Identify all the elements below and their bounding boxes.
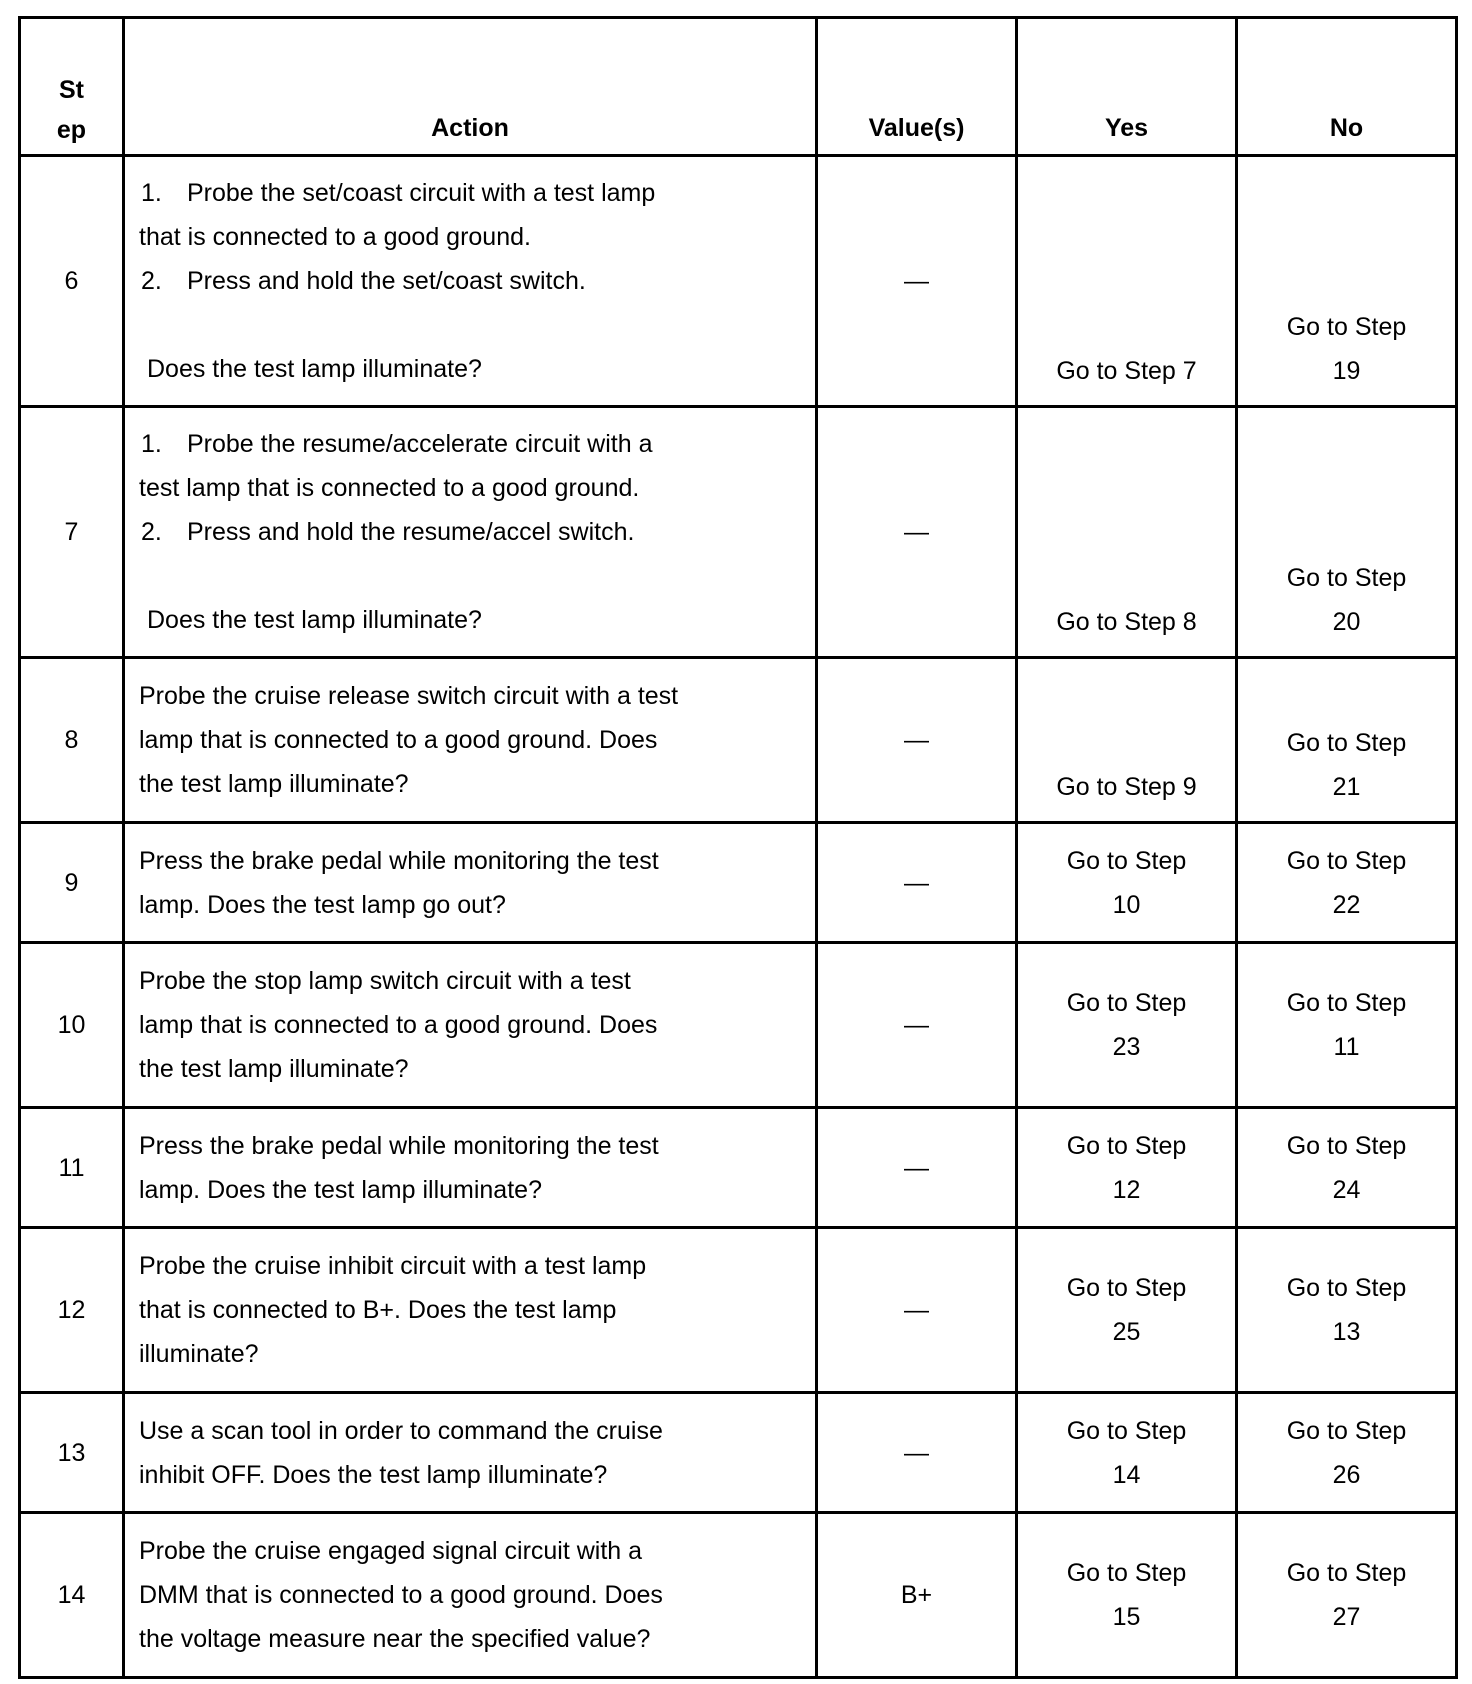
table-row (20, 1108, 1457, 1228)
action-line: the voltage measure near the specified value? (139, 1625, 651, 1653)
value-cell: — (817, 943, 1017, 1108)
yes-line: Go to Step 9 (1056, 773, 1197, 801)
no-line: Go to Step (1286, 1131, 1407, 1160)
no-line: 26 (1332, 1460, 1361, 1489)
no-cell (1237, 407, 1457, 658)
action-line: Press the brake pedal while monitoring the test (139, 1131, 659, 1160)
no-line: Go to Step (1286, 846, 1407, 875)
action-cell (124, 1108, 817, 1228)
table-row (20, 943, 1457, 1108)
step-cell: 13 (20, 1393, 124, 1513)
header-step-line2: ep (56, 116, 87, 144)
yes-line: 12 (1112, 1175, 1141, 1204)
action-cell (124, 658, 817, 823)
yes-cell (1017, 407, 1237, 658)
no-line: 19 (1332, 357, 1361, 385)
action-line: lamp that is connected to a good ground. Does (139, 1011, 658, 1039)
no-line: 27 (1332, 1603, 1361, 1631)
value-cell: — (817, 658, 1017, 823)
action-line: the test lamp illuminate? (139, 770, 409, 798)
yes-line: Go to Step (1066, 989, 1187, 1017)
action-line: lamp. Does the test lamp illuminate? (139, 1175, 542, 1204)
step-cell: 8 (20, 658, 124, 823)
action-line: Probe the cruise engaged signal circuit with a (139, 1537, 643, 1565)
yes-line: Go to Step (1066, 1416, 1187, 1445)
action-cell (124, 823, 817, 943)
header-action: Action (124, 18, 817, 156)
yes-line: Go to Step 7 (1056, 357, 1197, 385)
action-line: inhibit OFF. Does the test lamp illuminate? (139, 1460, 608, 1489)
action-line: 2. Press and hold the resume/accel switch. (141, 518, 635, 546)
no-line: 20 (1332, 608, 1361, 636)
no-line: Go to Step (1286, 1559, 1407, 1587)
value-cell: — (817, 823, 1017, 943)
action-line: DMM that is connected to a good ground. Does (139, 1581, 663, 1609)
action-line: Probe the cruise inhibit circuit with a test lamp (139, 1252, 647, 1280)
table-row (20, 1228, 1457, 1393)
no-cell (1237, 1108, 1457, 1228)
action-cell (124, 1228, 817, 1393)
action-cell (124, 407, 817, 658)
table-row (20, 1513, 1457, 1678)
yes-cell (1017, 823, 1237, 943)
action-line: Probe the stop lamp switch circuit with a test (139, 967, 631, 995)
no-line: 22 (1332, 890, 1361, 919)
action-cell (124, 1513, 817, 1678)
no-line: Go to Step (1286, 1274, 1407, 1302)
no-line: 13 (1332, 1318, 1361, 1346)
header-no: No (1237, 18, 1457, 156)
no-line: Go to Step (1286, 989, 1407, 1017)
header-step (20, 18, 124, 156)
action-question: Does the test lamp illuminate? (147, 355, 482, 383)
action-cell (124, 943, 817, 1108)
step-cell: 11 (20, 1108, 124, 1228)
no-cell (1237, 1228, 1457, 1393)
action-line: lamp. Does the test lamp go out? (139, 890, 506, 919)
yes-cell (1017, 156, 1237, 407)
step-cell: 14 (20, 1513, 124, 1678)
step-cell: 9 (20, 823, 124, 943)
step-cell: 6 (20, 156, 124, 407)
action-line: 2. Press and hold the set/coast switch. (141, 267, 586, 295)
yes-cell (1017, 1228, 1237, 1393)
no-cell (1237, 823, 1457, 943)
value-cell: — (817, 156, 1017, 407)
value-cell: — (817, 1228, 1017, 1393)
step-cell: 12 (20, 1228, 124, 1393)
yes-cell (1017, 943, 1237, 1108)
no-line: Go to Step (1286, 564, 1407, 592)
action-line: 1. Probe the resume/accelerate circuit with a (141, 430, 653, 458)
action-line: illuminate? (139, 1340, 259, 1368)
no-line: Go to Step (1286, 313, 1407, 341)
no-line: 11 (1333, 1033, 1360, 1061)
yes-line: Go to Step (1066, 846, 1187, 875)
yes-line: 25 (1112, 1318, 1141, 1346)
table-row (20, 1393, 1457, 1513)
action-line: Use a scan tool in order to command the cruise (139, 1416, 663, 1445)
action-cell (124, 156, 817, 407)
yes-line: Go to Step 8 (1056, 608, 1197, 636)
header-yes: Yes (1017, 18, 1237, 156)
header-step-line1: St (59, 76, 84, 104)
action-line: 1. Probe the set/coast circuit with a test lamp (141, 179, 656, 207)
no-cell (1237, 156, 1457, 407)
yes-cell (1017, 1108, 1237, 1228)
no-line: Go to Step (1286, 729, 1407, 757)
yes-cell (1017, 1513, 1237, 1678)
value-cell: — (817, 1393, 1017, 1513)
yes-line: Go to Step (1066, 1274, 1187, 1302)
table-row (20, 156, 1457, 407)
value-cell: — (817, 1108, 1017, 1228)
diagnostic-table (18, 16, 1458, 1679)
no-cell (1237, 1513, 1457, 1678)
action-line: that is connected to B+. Does the test lamp (139, 1296, 617, 1324)
yes-line: Go to Step (1066, 1131, 1187, 1160)
action-line: test lamp that is connected to a good ground. (139, 474, 640, 502)
yes-cell (1017, 1393, 1237, 1513)
action-question: Does the test lamp illuminate? (147, 606, 482, 634)
table-row (20, 823, 1457, 943)
value-cell: — (817, 407, 1017, 658)
no-cell (1237, 658, 1457, 823)
no-line: Go to Step (1286, 1416, 1407, 1445)
action-line: Press the brake pedal while monitoring the test (139, 846, 659, 875)
action-cell (124, 1393, 817, 1513)
action-line: that is connected to a good ground. (139, 223, 531, 251)
no-cell (1237, 943, 1457, 1108)
table-row (20, 658, 1457, 823)
action-line: lamp that is connected to a good ground. Does (139, 726, 658, 754)
step-cell: 7 (20, 407, 124, 658)
yes-line: 14 (1112, 1460, 1141, 1489)
yes-cell (1017, 658, 1237, 823)
action-line: Probe the cruise release switch circuit with a test (139, 682, 679, 710)
no-line: 24 (1332, 1175, 1361, 1204)
no-line: 21 (1332, 773, 1361, 801)
yes-line: 15 (1112, 1603, 1141, 1631)
yes-line: 23 (1112, 1033, 1141, 1061)
action-line: the test lamp illuminate? (139, 1055, 409, 1083)
no-cell (1237, 1393, 1457, 1513)
header-row (20, 18, 1457, 156)
table-row (20, 407, 1457, 658)
value-cell: B+ (817, 1513, 1017, 1678)
header-values: Value(s) (817, 18, 1017, 156)
yes-line: Go to Step (1066, 1559, 1187, 1587)
step-cell: 10 (20, 943, 124, 1108)
yes-line: 10 (1112, 890, 1141, 919)
